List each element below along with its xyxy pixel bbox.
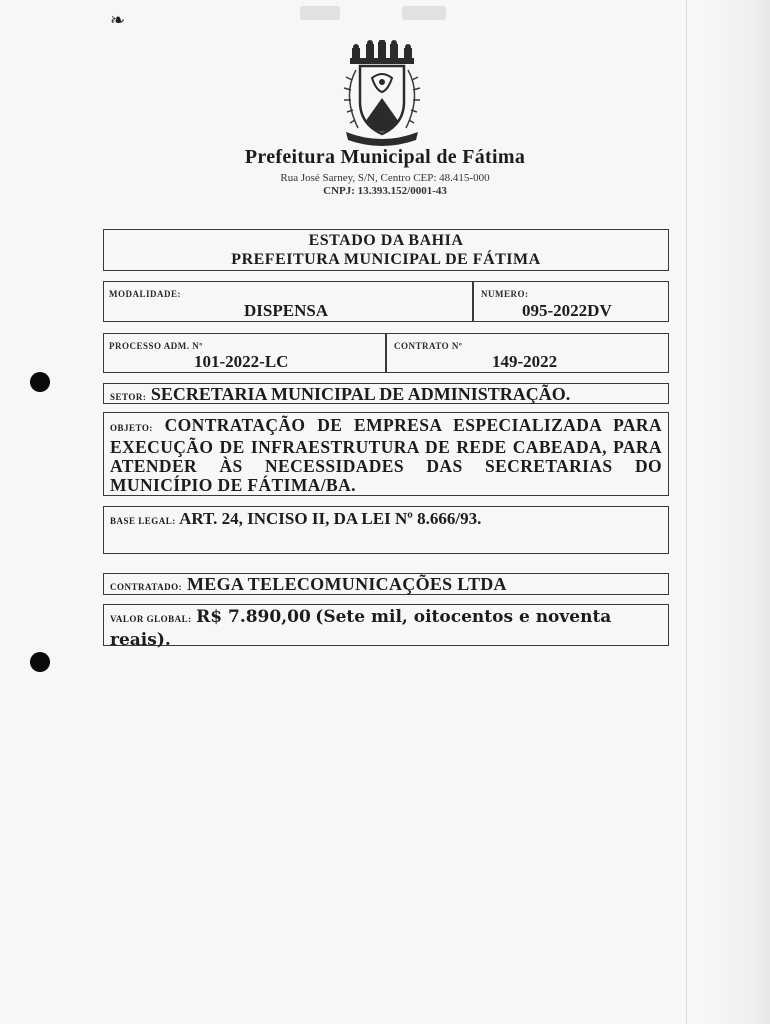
valor-global-words: (Sete mil, oitocentos e noventa reais). [110, 607, 612, 650]
scan-smudge [300, 6, 340, 20]
contrato-value: 149-2022 [492, 352, 558, 371]
contratado-value: MEGA TELECOMUNICAÇÕES LTDA [186, 574, 507, 594]
numero-value: 095-2022DV [522, 301, 612, 320]
modalidade-label: MODALIDADE: [109, 289, 181, 299]
base-legal-value: ART. 24, INCISO II, DA LEI Nº 8.666/93. [179, 509, 482, 528]
base-legal-label: BASE LEGAL: [110, 516, 176, 526]
corner-staple-mark-icon: ❧ [110, 10, 126, 30]
setor-label: SETOR: [110, 392, 147, 402]
municipality-address: Rua José Sarney, S/N, Centro CEP: 48.415-000 [280, 172, 490, 184]
punch-hole-icon [30, 372, 50, 392]
state-header-box [103, 229, 669, 271]
valor-global-amount: R$ 7.890,00 [196, 607, 311, 627]
valor-global-label: VALOR GLOBAL: [110, 614, 192, 624]
numero-label: NUMERO: [481, 289, 529, 299]
contrato-label: CONTRATO Nº [394, 341, 463, 351]
modalidade-field [103, 281, 473, 322]
objeto-value: CONTRATAÇÃO DE EMPRESA ESPECIALIZADA PARA EXECUÇÃO DE INFRAESTRUTURA DE REDE CABEADA, PARA ATENDER ÀS NECESSIDADES DAS SECRETARIAS DO MUNICÍPIO DE FÁTIMA/BA. [110, 415, 662, 495]
municipal-coat-of-arms-icon [332, 40, 432, 148]
processo-value: 101-2022-LC [194, 352, 289, 371]
contrato-field [386, 333, 669, 373]
punch-hole-icon [30, 652, 50, 672]
contratado-label: CONTRATADO: [110, 582, 183, 592]
modalidade-value: DISPENSA [244, 301, 329, 320]
municipality-title: Prefeitura Municipal de Fátima [244, 146, 526, 168]
valor-global-field [103, 604, 669, 650]
state-name: ESTADO DA BAHIA [308, 232, 464, 249]
objeto-label: OBJETO: [110, 423, 153, 433]
setor-value: SECRETARIA MUNICIPAL DE ADMINISTRAÇÃO. [150, 384, 571, 404]
municipality-cnpj: CNPJ: 13.393.152/0001-43 [323, 185, 447, 197]
processo-field [103, 333, 386, 373]
processo-label: PROCESSO ADM. Nº [109, 341, 203, 351]
prefecture-name: PREFEITURA MUNICIPAL DE FÁTIMA [231, 251, 541, 268]
objeto-field [103, 412, 669, 496]
setor-field [103, 383, 669, 404]
base-legal-field [103, 506, 669, 554]
numero-field [473, 281, 669, 322]
scan-smudge [402, 6, 446, 20]
contratado-field [103, 573, 669, 595]
